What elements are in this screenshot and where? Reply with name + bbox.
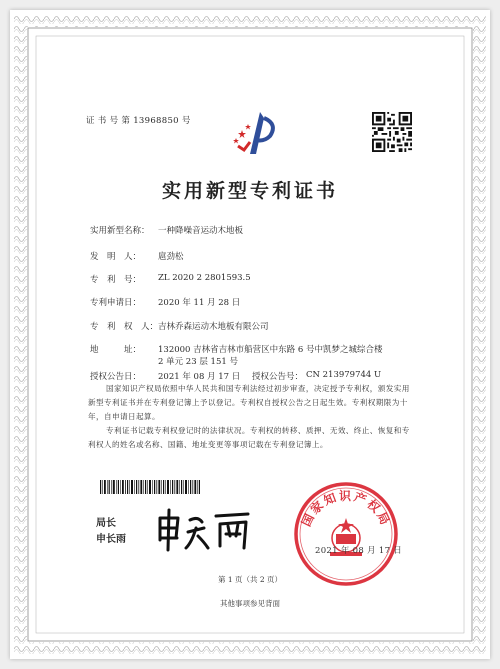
grant-statement-paragraph: 国家知识产权局依照中华人民共和国专利法经过初步审查，决定授予专利权，颁发实用新型专利证书并在专利登记簿上予以登记。专利权自授权公告之日起生效。专利权期限为十年，自申请日起算。 — [88, 384, 410, 421]
certificate-number: 证 书 号 第 13968850 号 — [86, 116, 191, 126]
page-indicator: 第 1 页（共 2 页） — [217, 575, 283, 584]
address-line-2: 2 单元 23 层 151 号 — [158, 357, 238, 367]
utility-model-name-label: 实用新型名称： — [90, 226, 150, 236]
utility-model-name-value: 一种降噪音运动木地板 — [158, 226, 244, 236]
filing-date-value: 2020 年 11 月 28 日 — [158, 298, 241, 308]
inventor-value: 扈劲松 — [158, 252, 184, 262]
grant-date-value: 2021 年 08 月 17 日 — [158, 372, 241, 382]
patent-number-label: 专 利 号： — [90, 275, 142, 285]
barcode — [100, 480, 200, 494]
signatory-name: 申长雨 — [96, 534, 126, 545]
filing-date-label: 专利申请日： — [90, 298, 142, 308]
patent-number-value: ZL 2020 2 2801593.5 — [158, 273, 251, 283]
announcement-number-label: 授权公告号： — [252, 372, 304, 382]
cnipa-logo — [230, 108, 282, 160]
handwritten-signature — [152, 504, 262, 554]
official-red-seal — [292, 480, 403, 588]
inventor-label: 发 明 人： — [90, 252, 142, 262]
grant-date-label: 授权公告日： — [90, 372, 142, 382]
address-line-1: 132000 吉林省吉林市船营区中东路 6 号中凯梦之城综合楼 — [158, 345, 383, 355]
patent-holder-label: 专 利 权 人： — [90, 322, 159, 332]
footer-note: 其他事项参见背面 — [220, 599, 280, 608]
legal-status-paragraph: 专利证书记载专利权登记时的法律状况。专利权的转移、质押、无效、终止、恢复和专利权人的姓名或名称、国籍、地址变更等事项记载在专利登记簿上。 — [88, 426, 410, 449]
qr-code-icon — [372, 112, 412, 152]
announcement-number-value: CN 213979744 U — [306, 370, 382, 380]
seal-text: 国家知识产权局 — [299, 489, 393, 529]
address-label: 地 址： — [90, 345, 142, 355]
certificate-title: 实用新型专利证书 — [161, 180, 338, 202]
seal-date: 2021 年 08 月 17 日 — [315, 546, 403, 556]
patent-holder-value: 吉林乔森运动木地板有限公司 — [158, 322, 269, 332]
signatory-title: 局长 — [96, 518, 116, 529]
